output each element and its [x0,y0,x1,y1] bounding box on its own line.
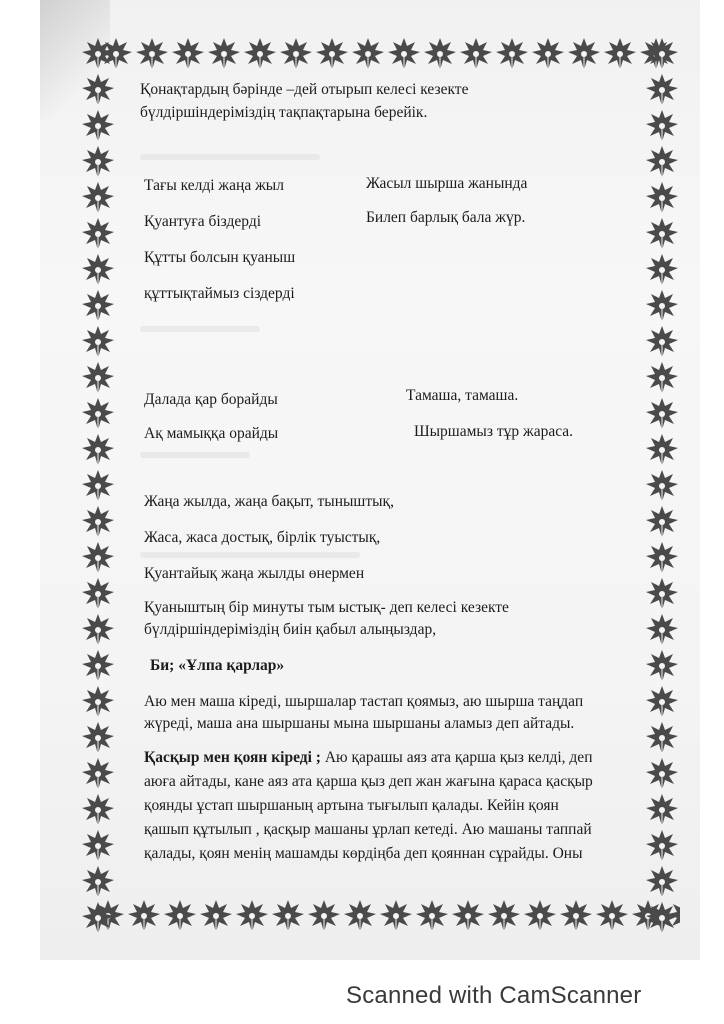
paragraph2-line-4: қашып құтылып , қасқыр машаны ұрлап кетеді. Аю машаны таппай [144,821,592,838]
poem2-left-line: Далада қар борайды [144,391,278,408]
ornament-leaf-icon [80,36,116,72]
ornament-leaf-icon [644,684,680,720]
ornament-leaf-icon [306,898,342,934]
poem1-left-line: Тағы келді жаңа жыл [144,177,284,194]
ornament-leaf-icon [350,36,386,72]
ornament-leaf-icon [278,36,314,72]
ornament-leaf-icon [314,36,350,72]
ornament-leaf-icon [80,576,116,612]
ornament-leaf-icon [206,36,242,72]
ornament-leaf-icon [644,432,680,468]
ornament-leaf-icon [644,576,680,612]
ornament-leaf-icon [644,648,680,684]
poem3-line: Жаса, жаса достық, бірлік туыстық, [144,529,381,546]
ornament-leaf-icon [450,898,486,934]
ornament-leaf-icon [80,756,116,792]
poem1-left-line: Қуантуға біздерді [144,213,262,230]
bleed-through-mark [140,154,320,160]
ornament-leaf-icon [80,864,116,900]
ornament-leaf-icon [644,360,680,396]
paragraph2-line-1 [144,748,592,768]
ornament-leaf-icon [80,216,116,252]
ornament-leaf-icon [422,36,458,72]
ornament-leaf-icon [644,756,680,792]
ornament-leaf-icon [644,864,680,900]
ornament-border-left [76,36,124,936]
ornament-leaf-icon [80,252,116,288]
ornament-leaf-icon [80,540,116,576]
ornament-leaf-icon [134,36,170,72]
paragraph1-line-1: Аю мен маша кіреді, шыршалар тастап қоямыз, аю шырша таңдап [144,693,584,710]
camscanner-watermark: Scanned with CamScanner [346,982,642,1009]
ornament-leaf-icon [80,684,116,720]
ornament-leaf-icon [494,36,530,72]
paragraph2-lead: Қасқыр мен қоян кіреді ; [144,749,321,766]
ornament-leaf-icon [126,898,162,934]
bleed-through-mark [140,326,260,332]
transition-line-2: бүлдіршіндеріміздің биін қабыл алыңыздар, [144,621,437,638]
ornament-leaf-icon [80,324,116,360]
poem2-left-line: Ақ мамыққа орайды [144,425,279,442]
ornament-leaf-icon [414,898,450,934]
ornament-leaf-icon [80,648,116,684]
scanned-page [40,0,700,960]
ornament-leaf-icon [342,898,378,934]
ornament-leaf-icon [80,900,116,936]
ornament-leaf-icon [602,36,638,72]
ornament-leaf-icon [80,504,116,540]
ornament-leaf-icon [644,324,680,360]
ornament-leaf-icon [198,898,234,934]
ornament-leaf-icon [80,720,116,756]
ornament-leaf-icon [644,720,680,756]
ornament-leaf-icon [270,898,306,934]
ornament-leaf-icon [644,612,680,648]
ornament-leaf-icon [644,900,680,936]
bleed-through-mark [140,552,360,558]
ornament-leaf-icon [170,36,206,72]
ornament-border-bottom [90,898,680,938]
ornament-leaf-icon [566,36,602,72]
ornament-leaf-icon [486,898,522,934]
ornament-leaf-icon [80,828,116,864]
ornament-leaf-icon [644,180,680,216]
paragraph2-line-2: аюға айтады, кане аяз ата қарша қыз деп жан жағына қараса қасқыр [144,773,593,790]
ornament-leaf-icon [644,828,680,864]
ornament-leaf-icon [458,36,494,72]
ornament-leaf-icon [644,504,680,540]
ornament-leaf-icon [80,108,116,144]
ornament-leaf-icon [80,180,116,216]
ornament-leaf-icon [80,432,116,468]
ornament-leaf-icon [80,612,116,648]
poem1-left-line: Құтты болсын қуаныш [144,249,296,266]
bleed-through-mark [140,452,250,458]
ornament-leaf-icon [558,898,594,934]
ornament-leaf-icon [594,898,630,934]
ornament-leaf-icon [644,396,680,432]
poem1-right-line: Билеп барлық бала жүр. [366,209,526,226]
ornament-leaf-icon [80,144,116,180]
poem2-right-line: Шыршамыз тұр жараса. [414,423,574,440]
ornament-leaf-icon [644,288,680,324]
ornament-leaf-icon [162,898,198,934]
intro-line-2: бүлдіршіндеріміздің тақпақтарына берейік. [140,104,428,121]
ornament-leaf-icon [644,252,680,288]
poem2-right-line: Тамаша, тамаша. [406,387,519,404]
transition-line-1: Қуаныштың бір минуты тым ыстық- деп келесі кезекте [144,599,509,616]
paragraph2-line-1-rest: Аю қарашы аяз ата қарша қыз келді, деп [320,749,593,766]
ornament-leaf-icon [644,108,680,144]
intro-line-1: Қонақтардың бәрінде –дей отырып келесі кезекте [140,81,469,98]
ornament-leaf-icon [378,898,414,934]
poem1-right-line: Жасыл шырша жанында [366,175,528,192]
ornament-leaf-icon [522,898,558,934]
ornament-leaf-icon [80,468,116,504]
ornament-leaf-icon [644,36,680,72]
poem1-left-line: құттықтаймыз сіздерді [144,285,295,302]
ornament-leaf-icon [234,898,270,934]
ornament-leaf-icon [644,216,680,252]
ornament-leaf-icon [80,72,116,108]
ornament-leaf-icon [644,72,680,108]
ornament-leaf-icon [530,36,566,72]
dance-heading: Би; «Ұлпа қарлар» [150,657,285,674]
poem3-line: Қуантайық жаңа жылды өнермен [144,565,365,582]
paragraph2-line-5: қалады, қоян менің машамды көрдіңба деп қояннан сұрайды. Оны [144,845,583,862]
ornament-leaf-icon [80,360,116,396]
ornament-leaf-icon [386,36,422,72]
ornament-leaf-icon [80,288,116,324]
ornament-leaf-icon [644,540,680,576]
ornament-leaf-icon [242,36,278,72]
ornament-leaf-icon [644,792,680,828]
paragraph1-line-2: жүреді, маша ана шыршаны мына шыршаны аламыз деп айтады. [144,715,575,732]
poem3-line: Жаңа жылда, жаңа бақыт, тыныштық, [144,493,394,510]
ornament-leaf-icon [644,468,680,504]
ornament-leaf-icon [644,144,680,180]
ornament-border-right [640,36,688,936]
ornament-leaf-icon [80,396,116,432]
paragraph2-line-3: қоянды ұстап шыршаның артына тығылып қалады. Кейін қоян [144,797,559,814]
ornament-border-top [98,36,676,72]
ornament-leaf-icon [80,792,116,828]
